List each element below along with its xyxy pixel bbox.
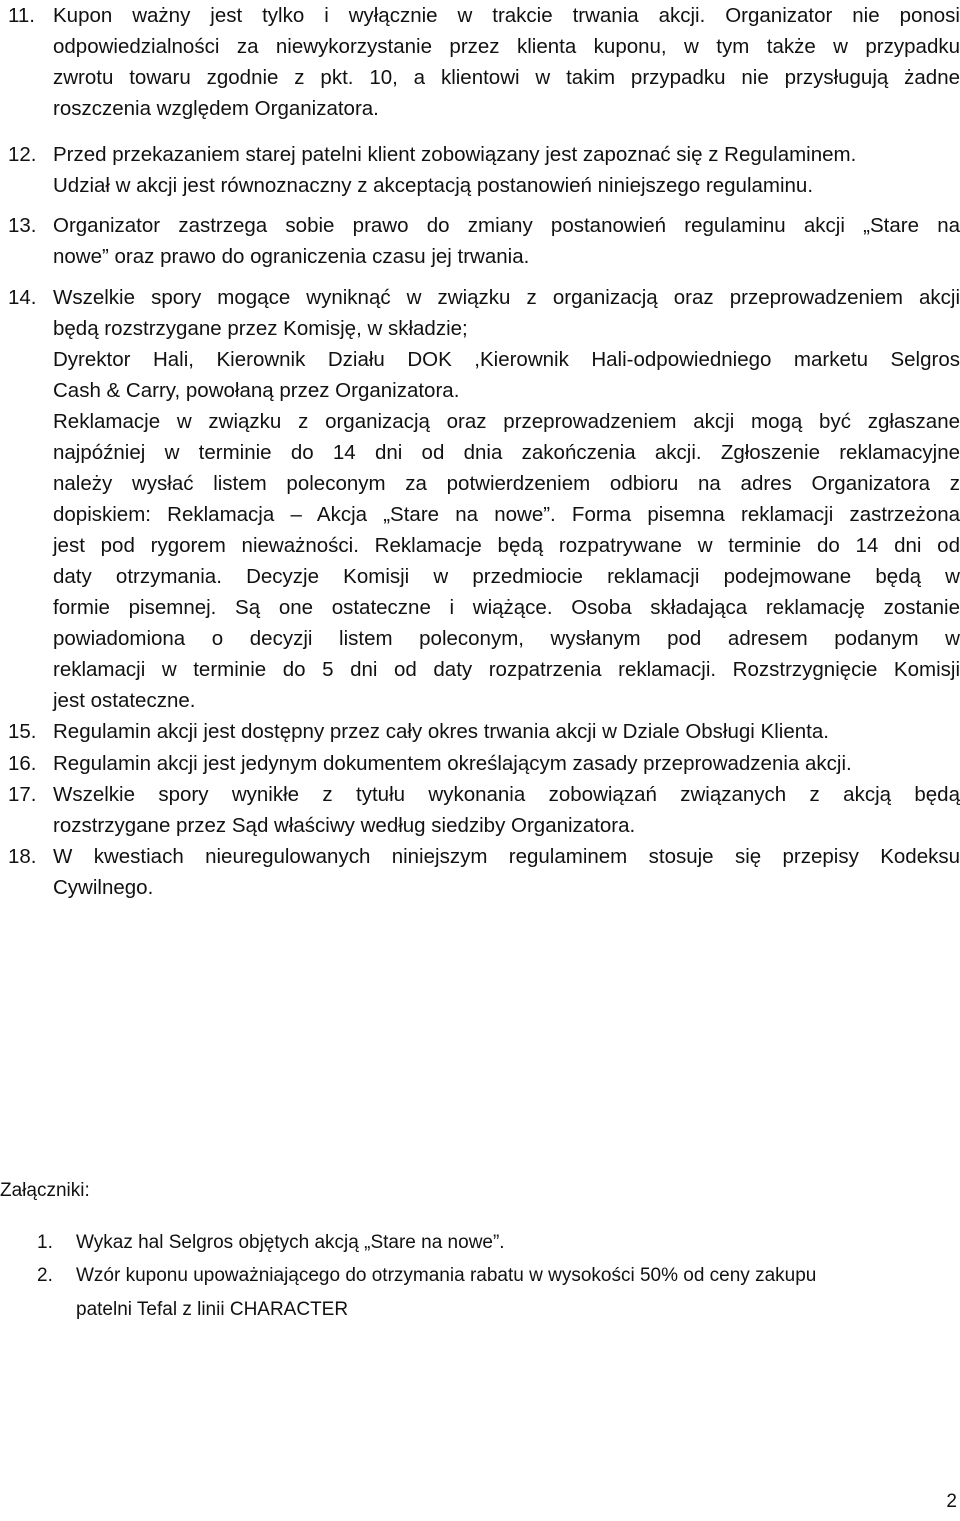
list-item-number: 11. xyxy=(8,4,35,27)
list-item-text-line: najpóźniej w terminie do 14 dni od dnia zakończenia akcji. Zgłoszenie reklamacyjne xyxy=(53,441,960,464)
list-item-text-line: Organizator zastrzega sobie prawo do zmiany postanowień regulaminu akcji „Stare na xyxy=(53,214,960,237)
list-item-number: 14. xyxy=(8,286,37,309)
list-item-text-line: Wszelkie spory mogące wyniknąć w związku z organizacją oraz przeprowadzeniem akcji xyxy=(53,286,960,309)
list-item-text-line: jest pod rygorem nieważności. Reklamacje będą rozpatrywane w terminie do 14 dni od xyxy=(53,534,960,557)
list-item-text-line: Reklamacje w związku z organizacją oraz przeprowadzeniem akcji mogą być zgłaszane xyxy=(53,410,960,433)
list-item-text-line: reklamacji w terminie do 5 dni od daty rozpatrzenia reklamacji. Rozstrzygnięcie Komisji xyxy=(53,658,960,681)
list-item-text-line: jest ostateczne. xyxy=(53,689,196,712)
list-item-text-line: formie pisemnej. Są one ostateczne i wiążące. Osoba składająca reklamację zostanie xyxy=(53,596,960,619)
list-item-text-line: należy wysłać listem poleconym za potwierdzeniem odbioru na adres Organizatora z xyxy=(53,472,960,495)
list-item-number: 16. xyxy=(8,752,37,775)
list-item-text-line: Wszelkie spory wynikłe z tytułu wykonania zobowiązań związanych z akcją będą xyxy=(53,783,960,806)
attachment-text-line: patelni Tefal z linii CHARACTER xyxy=(76,1299,349,1320)
list-item-text-line: będą rozstrzygane przez Komisję, w składzie; xyxy=(53,317,468,340)
list-item-text-line: dopiskiem: Reklamacja – Akcja „Stare na nowe”. Forma pisemna reklamacji zastrzeżona xyxy=(53,503,960,526)
list-item-text-line: Regulamin akcji jest jedynym dokumentem określającym zasady przeprowadzenia akcji. xyxy=(53,752,852,775)
list-item-text-line: Kupon ważny jest tylko i wyłącznie w trakcie trwania akcji. Organizator nie ponosi xyxy=(53,4,960,27)
list-item-text-line: odpowiedzialności za niewykorzystanie przez klienta kuponu, w tym także w przypadku xyxy=(53,35,960,58)
list-item-number: 13. xyxy=(8,214,37,237)
list-item-number: 12. xyxy=(8,143,37,166)
page-number: 2 xyxy=(946,1491,957,1512)
attachment-number: 2. xyxy=(37,1265,53,1286)
list-item-text-line: zwrotu towaru zgodnie z pkt. 10, a klientowi w takim przypadku nie przysługują żadne xyxy=(53,66,960,89)
list-item-number: 17. xyxy=(8,783,37,806)
list-item-number: 18. xyxy=(8,845,37,868)
list-item-text-line: W kwestiach nieuregulowanych niniejszym regulaminem stosuje się przepisy Kodeksu xyxy=(53,845,960,868)
list-item-text-line: powiadomiona o decyzji listem poleconym, wysłanym pod adresem podanym w xyxy=(53,627,960,650)
list-item-text-line: nowe” oraz prawo do ograniczenia czasu jej trwania. xyxy=(53,245,530,268)
attachment-text-line: Wykaz hal Selgros objętych akcją „Stare na nowe”. xyxy=(76,1232,505,1253)
attachments-title: Załączniki: xyxy=(0,1180,90,1201)
attachment-text-line: Wzór kuponu upoważniającego do otrzymania rabatu w wysokości 50% od ceny zakupu xyxy=(76,1265,817,1286)
list-item-text-line: daty otrzymania. Decyzje Komisji w przedmiocie reklamacji podejmowane będą w xyxy=(53,565,960,588)
list-item-text-line: rozstrzygane przez Sąd właściwy według siedziby Organizatora. xyxy=(53,814,636,837)
list-item-text-line: Dyrektor Hali, Kierownik Działu DOK ,Kierownik Hali-odpowiedniego marketu Selgros xyxy=(53,348,960,371)
attachment-number: 1. xyxy=(37,1232,53,1253)
list-item-text-line: Przed przekazaniem starej patelni klient zobowiązany jest zapoznać się z Regulaminem. xyxy=(53,143,857,166)
list-item-text-line: Cywilnego. xyxy=(53,876,154,899)
list-item-number: 15. xyxy=(8,720,37,743)
list-item-text-line: roszczenia względem Organizatora. xyxy=(53,97,379,120)
list-item-text-line: Cash & Carry, powołaną przez Organizatora. xyxy=(53,379,460,402)
list-item-text-line: Regulamin akcji jest dostępny przez cały okres trwania akcji w Dziale Obsługi Klienta. xyxy=(53,720,829,743)
list-item-text-line: Udział w akcji jest równoznaczny z akceptacją postanowień niniejszego regulaminu. xyxy=(53,174,814,197)
